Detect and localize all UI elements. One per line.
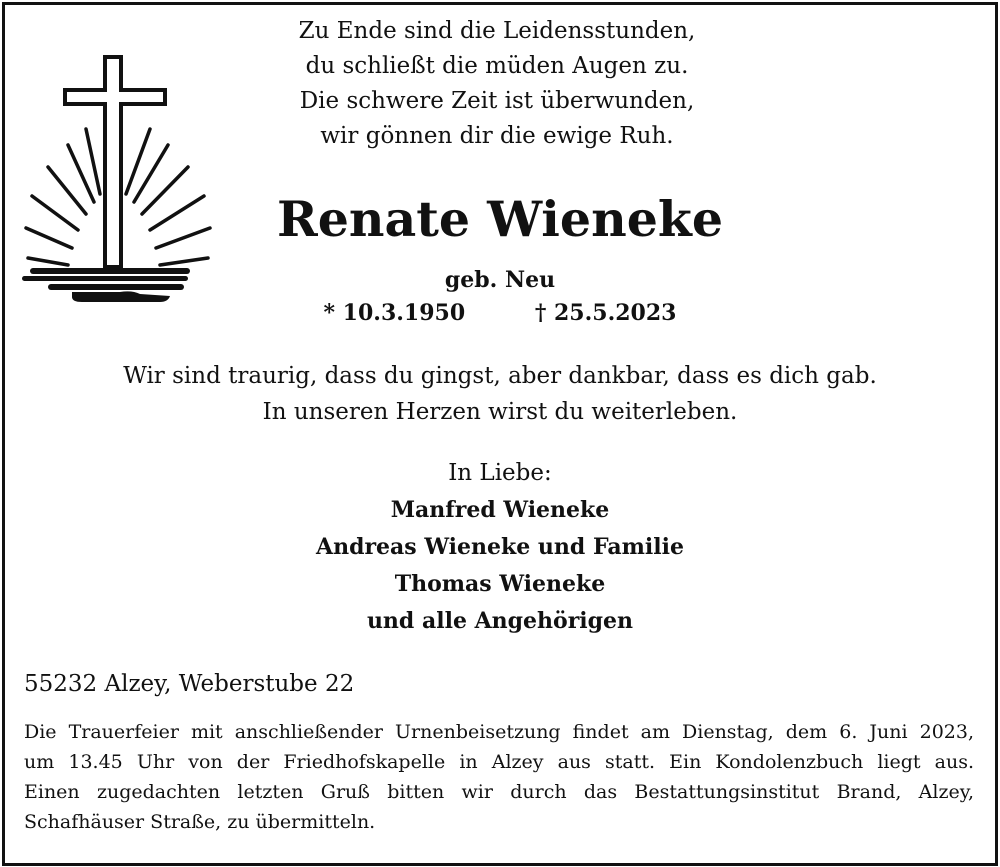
deceased-name: Renate Wieneke	[276, 190, 724, 248]
notice-line: um 13.45 Uhr von der Friedhofskapelle in Alzey aus statt. Ein Kondolenzbuch liegt aus.	[24, 751, 974, 773]
notice-line: Die Trauerfeier mit anschließender Urnenbeisetzung findet am Dienstag, dem 6. Juni 2023,	[24, 721, 974, 743]
life-dates	[0, 298, 1000, 328]
birth-name: geb. Neu	[444, 267, 556, 293]
poem-line: du schließt die müden Augen zu.	[305, 53, 689, 79]
mourner-name: Manfred Wieneke	[390, 497, 610, 523]
poem-line: wir gönnen dir die ewige Ruh.	[320, 123, 674, 149]
sentiment-text	[0, 358, 1000, 430]
mourners-list	[0, 492, 1000, 640]
poem	[0, 14, 994, 154]
death-date: † 25.5.2023	[534, 300, 677, 326]
family-address: 55232 Alzey, Weberstube 22	[24, 671, 355, 697]
notice-line: Einen zugedachten letzten Gruß bitten wir durch das Bestattungsinstitut Brand, Alzey,	[24, 781, 974, 803]
mourners-intro: In Liebe:	[448, 460, 552, 486]
funeral-notice	[24, 717, 974, 837]
poem-line: Die schwere Zeit ist überwunden,	[299, 88, 695, 114]
mourner-name: Thomas Wieneke	[394, 571, 606, 597]
notice-line: Schafhäuser Straße, zu übermitteln.	[24, 811, 376, 833]
poem-line: Zu Ende sind die Leidensstunden,	[298, 18, 696, 44]
sentiment-line: In unseren Herzen wirst du weiterleben.	[262, 399, 738, 425]
mourner-name: und alle Angehörigen	[366, 608, 634, 634]
mourner-name: Andreas Wieneke und Familie	[316, 534, 684, 560]
sentiment-line: Wir sind traurig, dass du gingst, aber dankbar, dass es dich gab.	[123, 363, 877, 389]
birth-date: * 10.3.1950	[323, 300, 466, 326]
